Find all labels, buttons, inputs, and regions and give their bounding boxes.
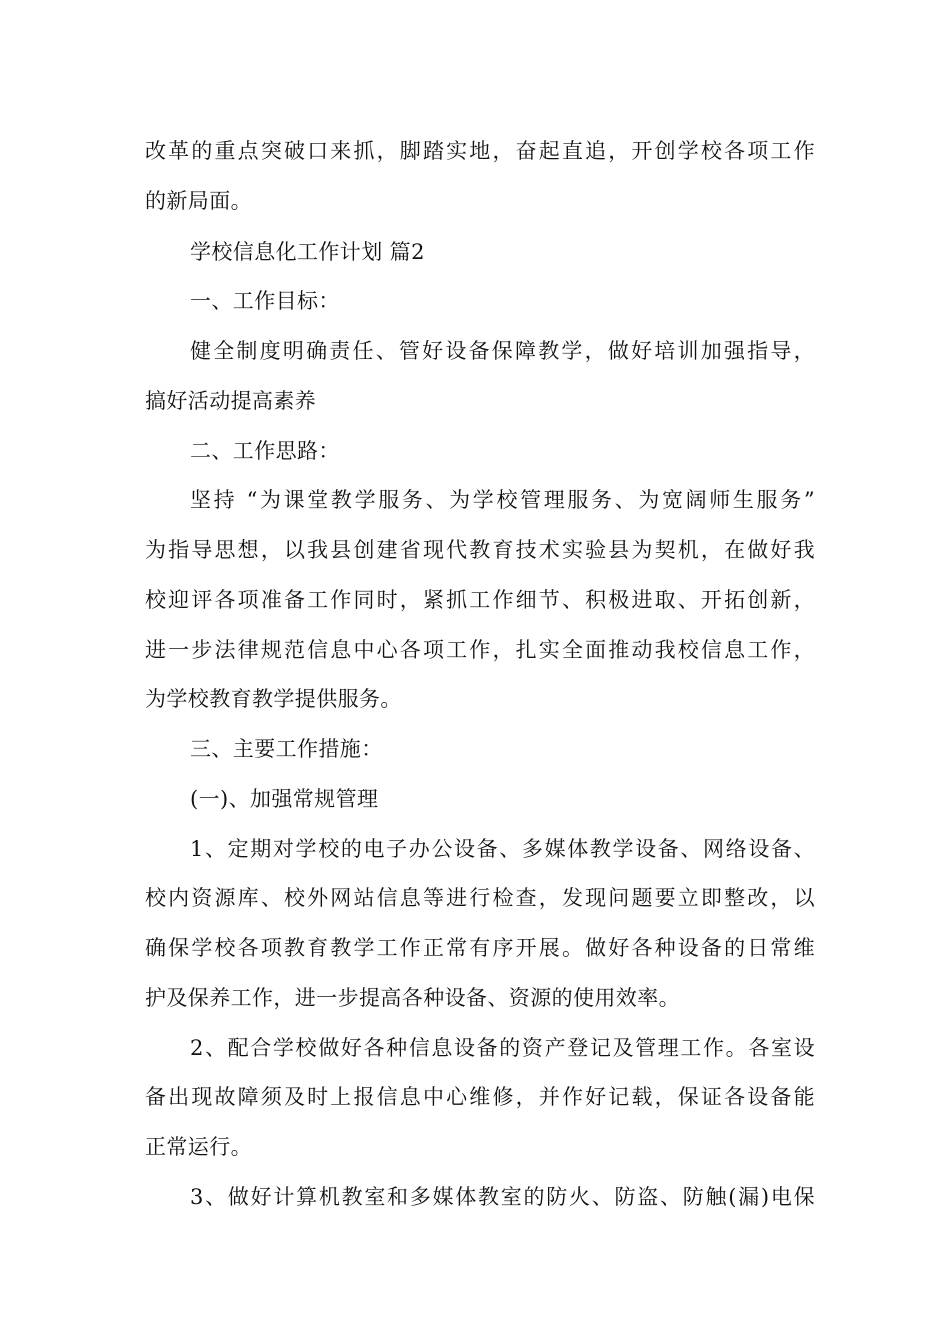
section-title: 学校信息化工作计划 篇2 xyxy=(190,240,425,264)
subheading-routine: (一)、加强常规管理 xyxy=(190,787,379,811)
paragraph-line: 为学校教育教学提供服务。 xyxy=(145,687,402,711)
paragraph-line: 的新局面。 xyxy=(145,189,252,213)
paragraph-line: 校内资源库、校外网站信息等进行检查，发现问题要立即整改，以 xyxy=(145,886,815,910)
paragraph-line: 校迎评各项准备工作同时，紧抓工作细节、积极进取、开拓创新， xyxy=(145,588,815,612)
paragraph-line: 护及保养工作，进一步提高各种设备、资源的使用效率。 xyxy=(145,986,680,1010)
paragraph-line: 确保学校各项教育教学工作正常有序开展。做好各种设备的日常维 xyxy=(145,936,815,960)
paragraph-line: 健全制度明确责任、管好设备保障教学，做好培训加强指导， xyxy=(190,339,815,363)
paragraph-line: 搞好活动提高素养 xyxy=(145,389,317,413)
paragraph-line: 3、做好计算机教室和多媒体教室的防火、防盗、防触(漏)电保 xyxy=(190,1185,815,1209)
paragraph-line: 正常运行。 xyxy=(145,1135,252,1159)
paragraph-line: 进一步法律规范信息中心各项工作，扎实全面推动我校信息工作， xyxy=(145,638,815,662)
heading-approach: 二、工作思路： xyxy=(190,439,340,463)
paragraph-line: 备出现故障须及时上报信息中心维修，并作好记载，保证各设备能 xyxy=(145,1085,815,1109)
paragraph-line: 改革的重点突破口来抓，脚踏实地，奋起直追，开创学校各项工作 xyxy=(145,139,815,163)
paragraph-line: 为指导思想，以我县创建省现代教育技术实验县为契机，在做好我 xyxy=(145,538,815,562)
paragraph-line: 2、配合学校做好各种信息设备的资产登记及管理工作。各室设 xyxy=(190,1036,815,1060)
paragraph-line: 坚持 “为课堂教学服务、为学校管理服务、为宽阔师生服务” xyxy=(190,488,815,512)
paragraph-line: 1、定期对学校的电子办公设备、多媒体教学设备、网络设备、 xyxy=(190,837,815,861)
heading-goals: 一、工作目标： xyxy=(190,289,340,313)
heading-measures: 三、主要工作措施： xyxy=(190,737,383,761)
